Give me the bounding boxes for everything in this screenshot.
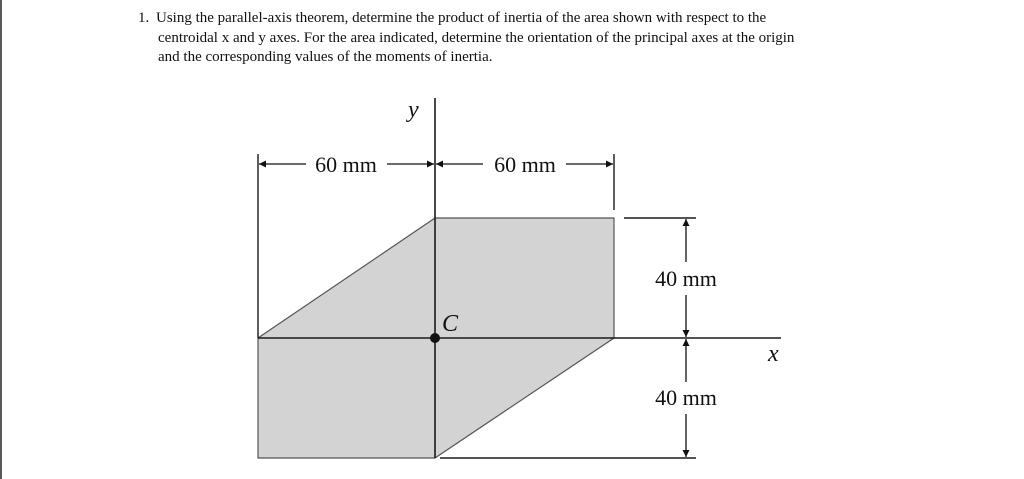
dim-left-width-label: 60 mm	[315, 152, 377, 177]
problem-text-line-1: Using the parallel-axis theorem, determine the product of inertia of the area shown with respect to the	[156, 10, 767, 26]
problem-text-line-2: centroidal x and y axes. For the area indicated, determine the orientation of the principal axes at the origin	[158, 29, 795, 46]
dim-top-height-label: 40 mm	[655, 266, 717, 291]
problem-number: 1.	[138, 10, 150, 26]
dim-bottom-height-label: 40 mm	[655, 385, 717, 410]
dim-right-width-label: 60 mm	[494, 152, 556, 177]
problem-text-line-3: and the corresponding values of the moments of inertia.	[158, 49, 493, 65]
x-axis-label: x	[768, 341, 779, 367]
y-axis-label: y	[408, 97, 419, 123]
centroid-label: C	[442, 311, 459, 337]
centroid-point	[430, 333, 440, 343]
